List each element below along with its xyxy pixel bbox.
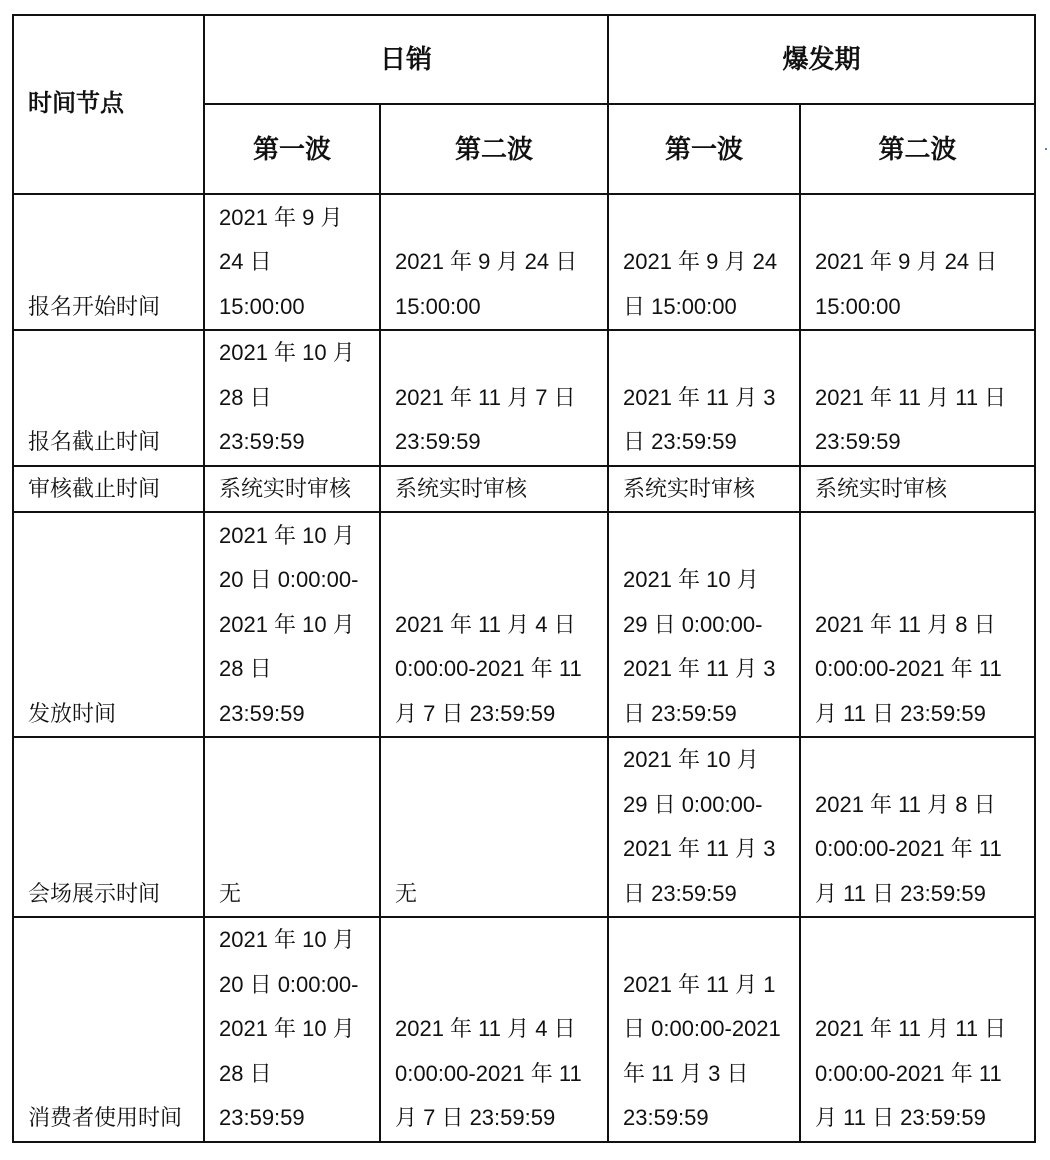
row-label: 发放时间: [13, 512, 204, 737]
cell-line: 2021 年 11 月 3: [623, 384, 776, 410]
cell-line: 2021 年 10 月: [623, 567, 759, 592]
cell-line: 2021 年 11 月 4 日: [395, 611, 576, 637]
cell-line: 2021 年 11 月 3: [623, 836, 776, 861]
cell-line: 无: [395, 880, 418, 906]
cell-line: 系统实时审核: [219, 475, 352, 501]
cell-line: 0:00:00-2021 年 11: [395, 1060, 582, 1086]
cell-line: 23:59:59: [623, 1105, 709, 1130]
table-row: [13, 917, 1035, 1142]
table-cell: [800, 466, 1035, 513]
table-cell: [800, 330, 1035, 466]
cell-line: 系统实时审核: [623, 475, 756, 501]
cell-line: 2021 年 11 月 11 日: [815, 1016, 1007, 1041]
row-label: 消费者使用时间: [13, 917, 204, 1142]
table-cell: [380, 194, 608, 330]
cell-line: 2021 年 11 月 1: [623, 971, 776, 997]
table-row: [13, 512, 1035, 737]
cell-line: 2021 年 11 月 8 日: [815, 791, 996, 817]
table-row: [13, 737, 1035, 917]
cell-line: 2021 年 9 月 24 日: [395, 249, 578, 274]
table-cell: [380, 917, 608, 1142]
row-label-header: 时间节点: [13, 15, 204, 194]
cell-line: 23:59:59: [219, 1105, 305, 1130]
cell-line: 0:00:00-2021 年 11: [815, 656, 1002, 681]
table-cell: [800, 512, 1035, 737]
wave-header: 第二波: [800, 104, 1035, 194]
cell-line: 2021 年 11 月 3: [623, 656, 776, 681]
cell-line: 20 日 0:00:00-: [219, 567, 359, 592]
cell-line: 15:00:00: [815, 293, 901, 319]
cell-line: 无: [219, 880, 242, 906]
cell-line: 29 日 0:00:00-: [623, 791, 763, 817]
wave-header: 第一波: [204, 104, 380, 194]
row-label: 报名开始时间: [13, 194, 204, 330]
cell-line: 28 日: [219, 656, 272, 681]
table-cell: [800, 917, 1035, 1142]
row-label: 报名截止时间: [13, 330, 204, 466]
wave-header: 第二波: [380, 104, 608, 194]
cell-line: 28 日: [219, 384, 272, 410]
cell-line: 0:00:00-2021 年 11: [815, 1060, 1002, 1086]
table-cell: [608, 330, 800, 466]
cell-line: 2021 年 11 月 11 日: [815, 384, 1007, 410]
cell-line: 23:59:59: [219, 429, 305, 454]
cell-line: 2021 年 11 月 8 日: [815, 611, 996, 637]
table-cell: [608, 737, 800, 917]
table-row: [13, 194, 1035, 330]
table-cell: [380, 330, 608, 466]
row-label: 审核截止时间: [13, 466, 204, 513]
cell-line: 2021 年 9 月: [219, 204, 343, 230]
cell-line: 2021 年 10 月: [219, 522, 355, 548]
cell-line: 20 日 0:00:00-: [219, 971, 359, 997]
cell-line: 月 11 日 23:59:59: [815, 700, 986, 726]
table-cell: [608, 194, 800, 330]
cell-line: 23:59:59: [395, 429, 481, 454]
cell-line: 23:59:59: [815, 429, 901, 454]
cell-line: 2021 年 10 月: [219, 611, 355, 637]
cell-line: 0:00:00-2021 年 11: [395, 656, 582, 681]
cell-line: 2021 年 9 月 24: [623, 249, 778, 274]
cell-line: 日 15:00:00: [623, 293, 737, 319]
cell-line: 15:00:00: [219, 293, 305, 319]
cell-line: 日 23:59:59: [623, 700, 737, 726]
table-cell: [380, 466, 608, 513]
cell-line: 2021 年 11 月 7 日: [395, 384, 576, 410]
cell-line: 29 日 0:00:00-: [623, 611, 763, 637]
cell-line: 15:00:00: [395, 293, 481, 319]
cell-line: 系统实时审核: [395, 475, 528, 501]
group-header-burst: 爆发期: [608, 15, 1035, 104]
table-cell: [380, 512, 608, 737]
table-cell: [608, 512, 800, 737]
cell-line: 月 7 日 23:59:59: [395, 700, 556, 726]
header-row-groups: [13, 15, 1035, 104]
cell-line: 日 23:59:59: [623, 429, 737, 454]
cell-line: 2021 年 10 月: [219, 1016, 355, 1041]
table-row: [13, 466, 1035, 513]
table-cell: [204, 466, 380, 513]
cell-line: 2021 年 10 月: [219, 927, 355, 952]
wave-header: 第一波: [608, 104, 800, 194]
cell-line: 28 日: [219, 1060, 272, 1086]
cell-line: 0:00:00-2021 年 11: [815, 836, 1002, 861]
edge-mark: [1045, 148, 1047, 150]
table-cell: [608, 466, 800, 513]
group-header-daily: 日销: [204, 15, 608, 104]
table-cell: [800, 194, 1035, 330]
table-cell: [204, 194, 380, 330]
table-cell: [800, 737, 1035, 917]
cell-line: 23:59:59: [219, 700, 305, 726]
table-cell: [204, 512, 380, 737]
cell-line: 2021 年 10 月: [219, 340, 355, 365]
cell-line: 2021 年 11 月 4 日: [395, 1016, 576, 1041]
cell-line: 24 日: [219, 249, 272, 274]
table-cell: [204, 737, 380, 917]
cell-line: 日 0:00:00-2021: [623, 1016, 781, 1041]
table-cell: [380, 737, 608, 917]
cell-line: 月 11 日 23:59:59: [815, 880, 986, 906]
cell-line: 2021 年 10 月: [623, 747, 759, 772]
cell-line: 日 23:59:59: [623, 880, 737, 906]
cell-line: 月 7 日 23:59:59: [395, 1105, 556, 1130]
table-cell: [608, 917, 800, 1142]
cell-line: 2021 年 9 月 24 日: [815, 249, 998, 274]
table-cell: [204, 330, 380, 466]
cell-line: 系统实时审核: [815, 475, 948, 501]
table-cell: [204, 917, 380, 1142]
cell-line: 年 11 月 3 日: [623, 1060, 749, 1086]
table-row: [13, 330, 1035, 466]
row-label: 会场展示时间: [13, 737, 204, 917]
cell-line: 月 11 日 23:59:59: [815, 1105, 986, 1130]
schedule-table: [12, 14, 1036, 1143]
